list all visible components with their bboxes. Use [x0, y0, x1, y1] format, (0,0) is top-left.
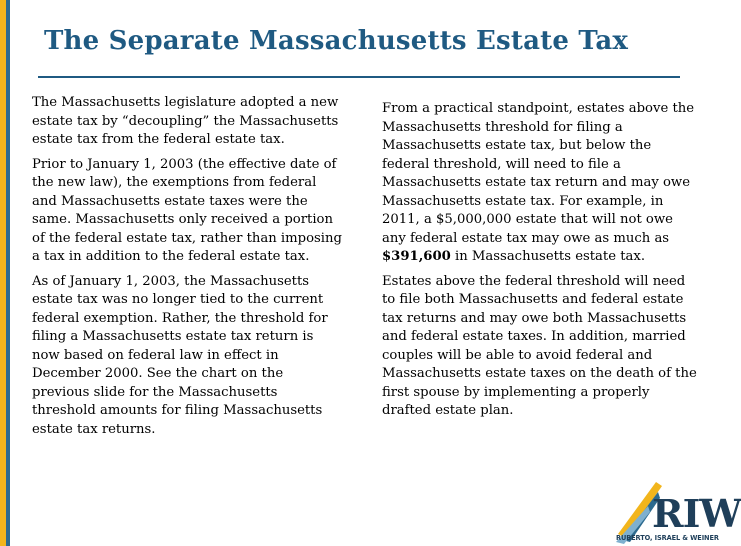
logo-wordmark: RIW — [652, 491, 741, 536]
right-paragraph-2: Estates above the federal threshold will need to file both Massachusetts and federal estate tax returns and may owe both Massachusetts and federal estate taxes. In addition, married couples will be able to avoid federal and Massachusetts estate taxes on the death of the first spouse by implementing a properly drafted estate plan. — [382, 273, 697, 418]
tax-amount-highlight: $391,600 — [382, 249, 451, 264]
left-accent-bar-blue — [6, 0, 10, 546]
right-column — [382, 100, 700, 427]
right-paragraph-1 — [382, 100, 700, 267]
logo-firm-name: RUBERTO, ISRAEL & WEINER — [616, 534, 719, 542]
left-paragraph-2: Prior to January 1, 2003 (the effective date of the new law), the exemptions from federal and Massachusetts estate taxes were the same. Massachusetts only received a portion of the federal estate tax, rather than imposing a tax in addition to the federal estate tax. — [32, 156, 342, 264]
slide-title: The Separate Massachusetts Estate Tax — [44, 26, 629, 56]
left-paragraph-3: As of January 1, 2003, the Massachusetts estate tax was no longer tied to the current federal exemption. Rather, the threshold for filing a Massachusetts estate tax return is now based on federal law in effect in December 2000. See the chart on the previous slide for the Massachusetts threshold amounts for filing Massachusetts estate tax returns. — [32, 273, 328, 437]
right-paragraph-1-text: From a practical standpoint, estates above the Massachusetts threshold for filing a Massachusetts estate tax, but below the federal threshold, will need to file a Massachusetts estate tax return and may owe Massachusetts estate tax. For example, in 2011, a $5,000,000 estate that will not owe any federal estate tax may owe as much as — [382, 101, 695, 246]
left-paragraph-1: The Massachusetts legislature adopted a new estate tax by “decoupling” the Massachusetts estate tax from the federal estate tax. — [32, 95, 339, 147]
title-underline — [38, 76, 680, 78]
left-column — [32, 94, 344, 445]
right-paragraph-1-end: in Massachusetts estate tax. — [450, 249, 646, 264]
